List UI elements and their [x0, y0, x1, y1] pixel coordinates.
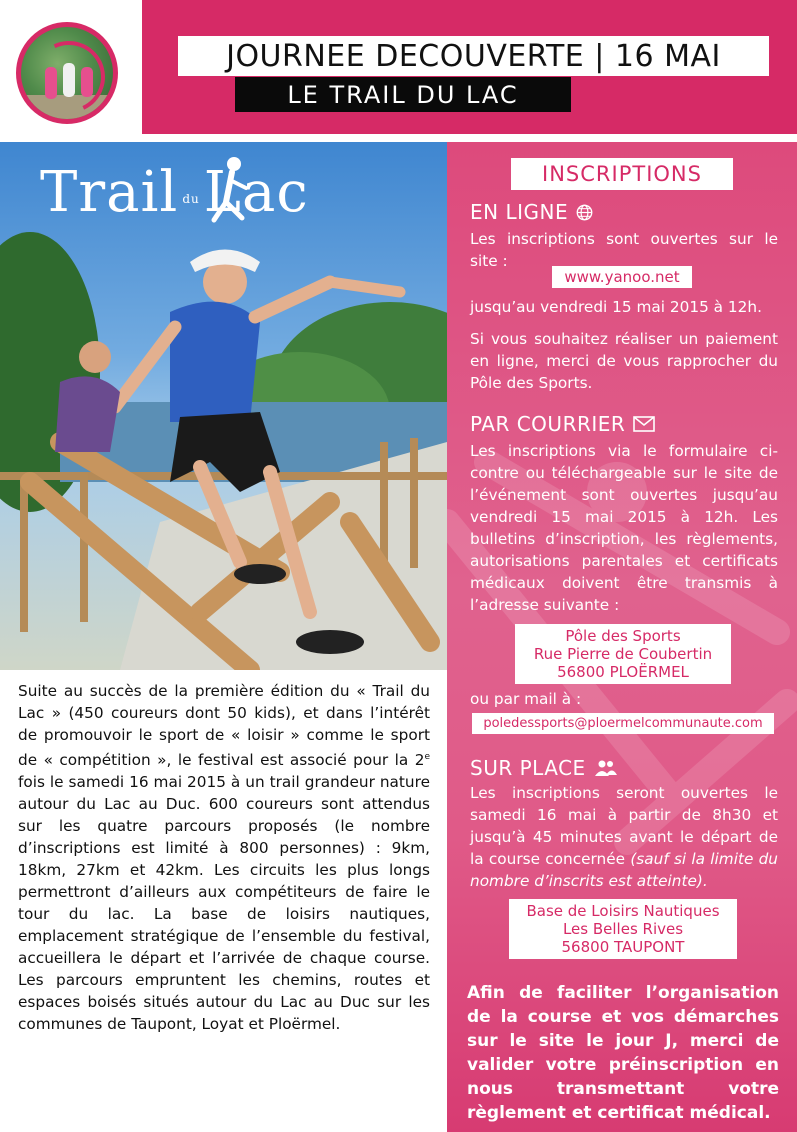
en-ligne-title: EN LIGNE [470, 200, 569, 224]
sur-place-text [470, 782, 778, 892]
people-icon [594, 759, 618, 777]
trail-du-lac-wordmark [40, 160, 309, 225]
sur-place-text-note: (sauf si la limite du nombre d’inscrits est atteinte). [470, 850, 779, 890]
wordmark-trail: Trail [40, 160, 179, 225]
email-link[interactable]: poledessports@ploermelcommunaute.com [472, 713, 774, 734]
intro-text-part2: fois le samedi 16 mai 2015 à un trail grandeur nature autour du Lac au Duc. 600 coureurs sont attendus sur les quatre parcours proposés (le nombre d’inscriptions est limité à 800 personnes) : 9km, 18km, 27km et 42km. Les circuits les plus longs permettront d’ailleurs aux compétiteurs de faire le tour du lac. La base de loisirs nautiques, emplacement stratégique de l’ensemble du festival, accueillera le départ et l’arrivée de chaque course. Les parcours empruntent les chemins, routes et espaces boisés situés autour du Lac au Duc sur les communes de Taupont, Loyat et Ploërmel. [18, 773, 430, 1034]
page-title: JOURNEE DECOUVERTE | 16 MAI [226, 38, 721, 74]
page-subtitle: LE TRAIL DU LAC [287, 80, 519, 109]
wordmark-lac: Lac [203, 160, 309, 225]
pole-sports-address [515, 624, 731, 684]
base-loisirs-address [509, 899, 737, 959]
wordmark-du: du [182, 192, 200, 206]
en-ligne-deadline: jusqu’au vendredi 15 mai 2015 à 12h. [470, 298, 762, 316]
inscriptions-heading: INSCRIPTIONS [542, 162, 702, 186]
par-courrier-heading [470, 412, 655, 436]
inscriptions-heading-box [511, 158, 733, 190]
website-link[interactable]: www.yanoo.net [552, 266, 692, 288]
en-ligne-heading [470, 200, 593, 224]
sur-place-text-main: Les inscriptions seront ouvertes le samedi 16 mai à partir de 8h30 et jusqu’à 45 minutes avant le départ de la course concernée [470, 784, 778, 868]
address-line: Pôle des Sports [565, 627, 681, 645]
page-subtitle-box [235, 77, 571, 112]
en-ligne-payment-note: Si vous souhaitez réaliser un paiement en ligne, merci de vous rapprocher du Pôle des Sports. [470, 330, 778, 392]
sur-place-title: SUR PLACE [470, 756, 586, 780]
hero-photo [0, 142, 447, 670]
globe-icon [576, 204, 593, 221]
address-line: Rue Pierre de Coubertin [533, 645, 713, 663]
intro-paragraph [18, 680, 430, 1035]
en-ligne-text: Les inscriptions sont ouvertes sur le site : [470, 230, 778, 270]
par-courrier-text: Les inscriptions via le formulaire ci-contre ou téléchargeable sur le site de l’événement sont ouvertes jusqu’au vendredi 15 mai 2015 à 12h. Les bulletins d’inscription, les règlements, autorisations parentales et certificats médicaux doivent être transmis à l’adresse suivante : [470, 442, 778, 614]
address-line: 56800 PLOËRMEL [557, 663, 689, 681]
envelope-icon [633, 416, 655, 432]
address-line: 56800 TAUPONT [561, 938, 685, 956]
page-title-box [178, 36, 769, 76]
par-courrier-title: PAR COURRIER [470, 412, 626, 436]
festival-logo [16, 22, 118, 124]
address-line: Les Belles Rives [562, 920, 684, 938]
intro-text-part1: Suite au succès de la première édition du « Trail du Lac » (450 coureurs dont 50 kids), et dans l’intérêt de promouvoir le sport de « loisir » comme le sport de « compétition », le festival est associé pour la 2 [18, 682, 430, 770]
address-line: Base de Loisirs Nautiques [526, 902, 720, 920]
sur-place-heading [470, 756, 618, 780]
preregistration-cta: Afin de faciliter l’organisation de la course et vos démarches sur le site le jour J, merci de valider votre préinscription en nous transmettant votre règlement et certificat médical. [467, 983, 779, 1123]
mail-label: ou par mail à : [470, 690, 582, 708]
intro-superscript: e [424, 752, 430, 762]
